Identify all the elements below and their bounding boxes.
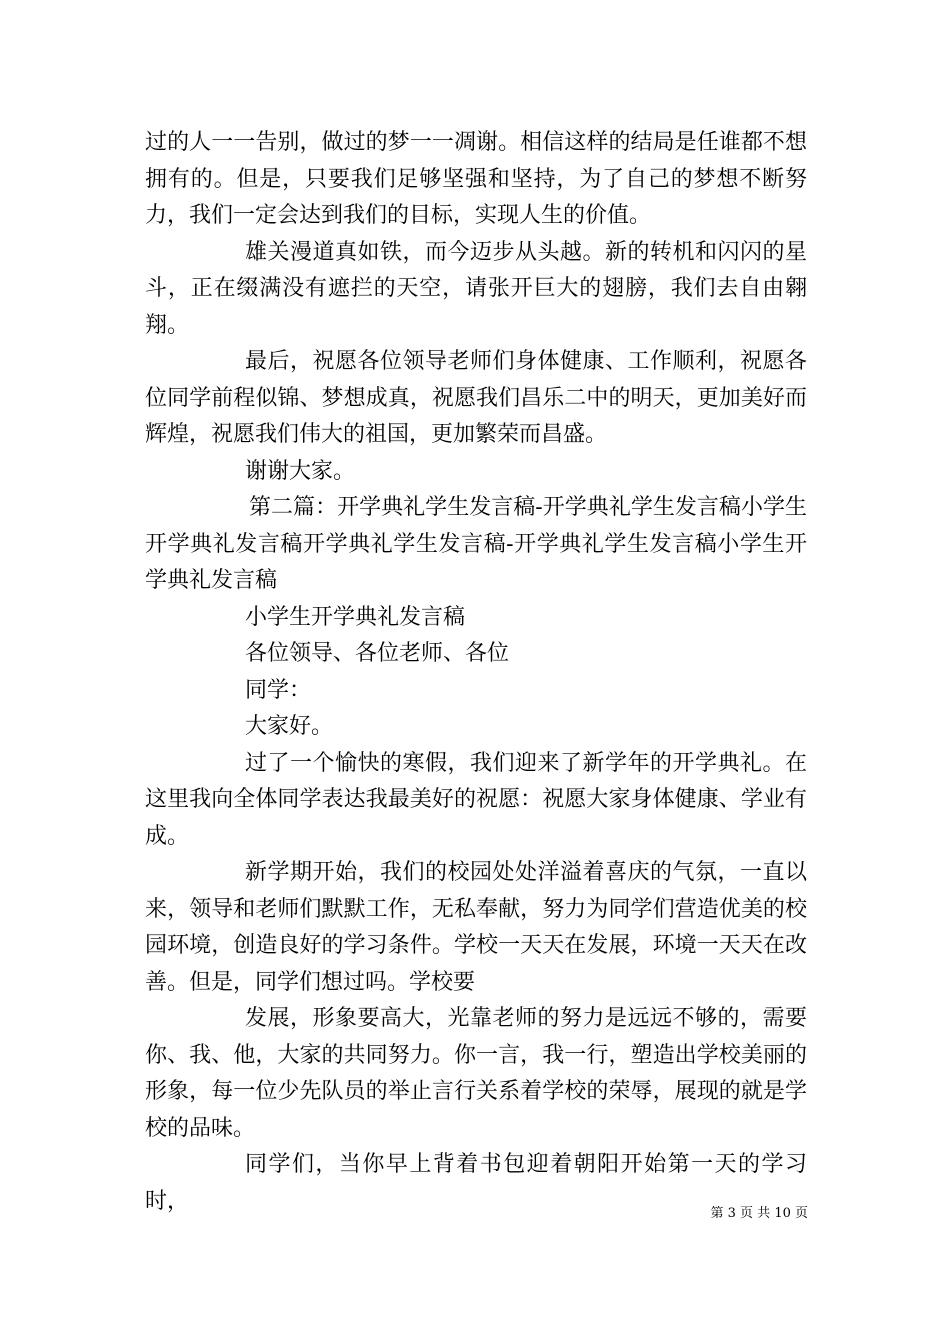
paragraph-wishes: 最后，祝愿各位领导老师们身体健康、工作顺利，祝愿各位同学前程似锦、梦想成真，祝愿我们昌乐二中的明天，更加美好而辉煌，祝愿我们伟大的祖国，更加繁荣而昌盛。 [145, 349, 807, 447]
paragraph-opening: 过了一个愉快的寒假，我们迎来了新学年的开学典礼。在这里我向全体同学表达我最美好的祝愿：祝愿大家身体健康、学业有成。 [145, 750, 807, 849]
salutation-line-1: 各位领导、各位老师、各位 [245, 641, 510, 666]
speech-title: 小学生开学典礼发言稿 [245, 604, 466, 630]
page-number-footer: 第 3 页 共 10 页 [710, 1206, 808, 1221]
paragraph-morning: 同学们，当你早上背着书包迎着朝阳开始第一天的学习时， [145, 1152, 807, 1214]
paragraph-new-term: 新学期开始，我们的校园处处洋溢着喜庆的气氛，一直以来，领导和老师们默默工作，无私奉献，努力为同学们营造优美的校园环境，创造良好的学习条件。学校一天天在发展，环境一天天在改善。但是，同学们想过吗。学校要 [145, 860, 807, 995]
paragraph-development: 发展，形象要高大，光靠老师的努力是远远不够的，需要你、我、他，大家的共同努力。你一言，我一行，塑造出学校美丽的形象，每一位少先队员的举止言行关系着学校的荣辱，展现的就是学校的品味。 [145, 1006, 807, 1141]
section-heading: 第二篇：开学典礼学生发言稿-开学典礼学生发言稿小学生开学典礼发言稿开学典礼学生发言稿-开学典礼学生发言稿小学生开学典礼发言稿 [145, 495, 807, 593]
greeting: 大家好。 [245, 714, 334, 739]
paragraph-thanks: 谢谢大家。 [245, 458, 356, 484]
salutation-line-2: 同学： [245, 677, 312, 703]
paragraph-quote: 雄关漫道真如铁，而今迈步从头越。新的转机和闪闪的星斗，正在缀满没有遮拦的天空，请张开巨大的翅膀，我们去自由翱翔。 [145, 239, 807, 338]
document-body [145, 125, 807, 1220]
paragraph-ending: 过的人一一告别，做过的梦一一凋谢。相信这样的结局是任谁都不想拥有的。但是，只要我们足够坚强和坚持，为了自己的梦想不断努力，我们一定会达到我们的目标，实现人生的价值。 [145, 130, 807, 228]
